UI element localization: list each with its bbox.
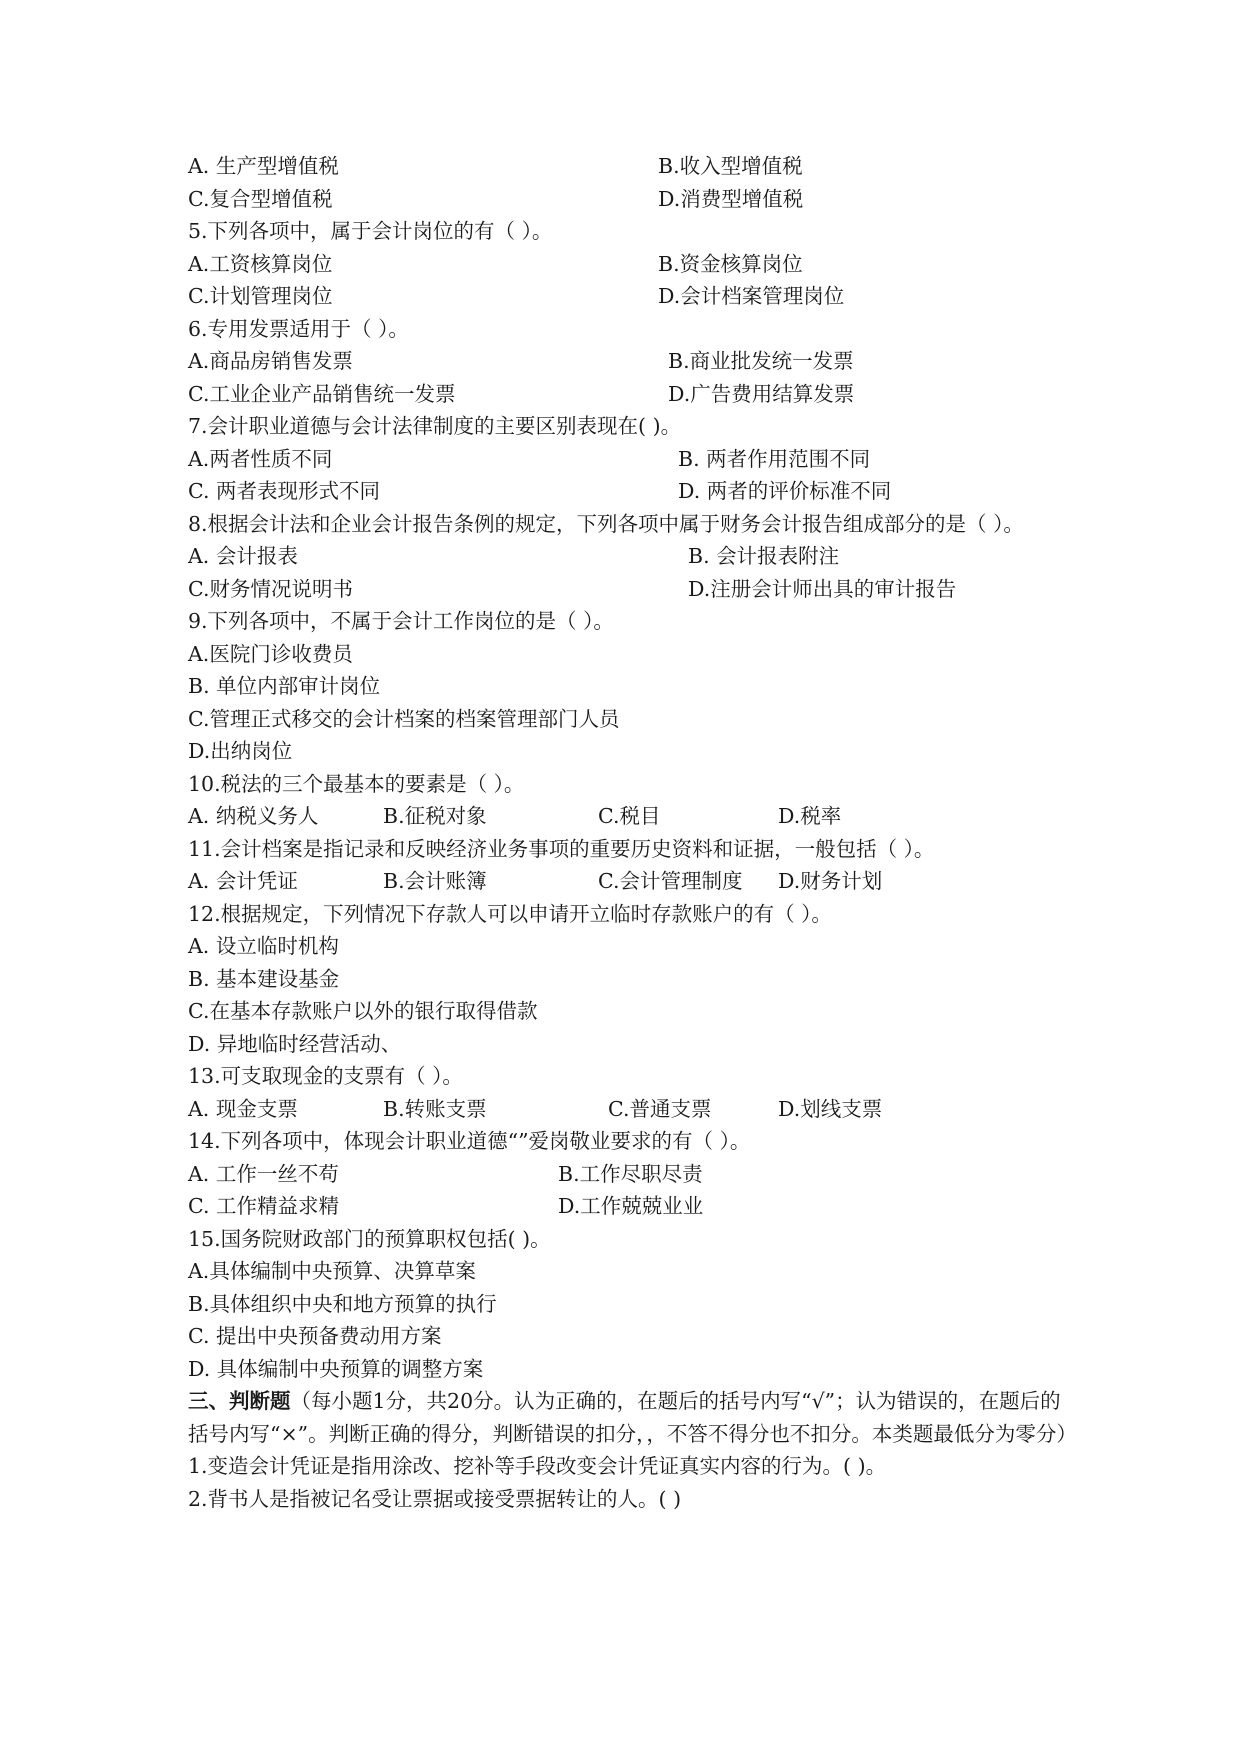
question-text: 12.根据规定，下列情况下存款人可以申请开立临时存款账户的有（ ）。 [188, 901, 832, 926]
options-row [188, 1093, 1068, 1126]
option-text: B.征税对象 [383, 804, 487, 828]
option-text: A. 会计报表 [188, 544, 298, 568]
option-text: A.两者性质不同 [188, 446, 333, 471]
option-text: B. 两者作用范围不同 [678, 446, 871, 471]
options-row [188, 183, 1068, 216]
option-text: A. 工作一丝不苟 [188, 1161, 339, 1186]
option-text: D.注册会计师出具的审计报告 [688, 576, 957, 601]
question-text: C. 提出中央预备费动用方案 [188, 1324, 442, 1348]
question-text: 2.背书人是指被记名受让票据或接受票据转让的人。( ) [188, 1486, 682, 1511]
option-text: B.转账支票 [383, 1096, 487, 1121]
question-text: B.具体组织中央和地方预算的执行 [188, 1291, 497, 1316]
option-text: D.工作兢兢业业 [558, 1194, 704, 1218]
option-text: B.收入型增值税 [658, 154, 803, 178]
options-row [188, 345, 1068, 378]
option-text: A.工资核算岗位 [188, 251, 333, 276]
question-text: D. 具体编制中央预算的调整方案 [188, 1356, 484, 1381]
options-row [188, 443, 1068, 476]
option-text: D. 两者的评价标准不同 [678, 479, 892, 503]
section-title: 三、判断题 [188, 1389, 291, 1413]
question-text: A.具体编制中央预算、决算草案 [188, 1259, 476, 1283]
question-text: D. 异地临时经营活动、 [188, 1031, 402, 1056]
option-text: C.税目 [598, 804, 661, 828]
question-text: 9.下列各项中，不属于会计工作岗位的是（ ）。 [188, 609, 614, 633]
question-text: 10.税法的三个最基本的要素是（ ）。 [188, 771, 525, 796]
question-text: 5.下列各项中，属于会计岗位的有（ ）。 [188, 219, 553, 243]
options-row [188, 1190, 1068, 1223]
option-text: A. 会计凭证 [188, 869, 298, 893]
option-text: C.工业企业产品销售统一发票 [188, 381, 456, 406]
question-text: A.医院门诊收费员 [188, 641, 353, 666]
question-text: B. 单位内部审计岗位 [188, 674, 381, 698]
question-text: C.管理正式移交的会计档案的档案管理部门人员 [188, 706, 620, 731]
option-text: C. 两者表现形式不同 [188, 479, 380, 503]
question-text: 7.会计职业道德与会计法律制度的主要区别表现在( )。 [188, 414, 682, 438]
options-row [188, 540, 1068, 573]
question-text: 8.根据会计法和企业会计报告条例的规定，下列各项中属于财务会计报告组成部分的是（ ）。 [188, 511, 1024, 536]
option-text: C.会计管理制度 [598, 869, 743, 893]
options-row [188, 248, 1068, 281]
option-text: B.商业批发统一发票 [668, 349, 854, 373]
question-text: D.出纳岗位 [188, 739, 293, 763]
option-text: B.资金核算岗位 [658, 251, 803, 276]
question-text: A. 设立临时机构 [188, 934, 339, 958]
question-text: 15.国务院财政部门的预算职权包括( )。 [188, 1226, 551, 1251]
section-instructions: （每小题1分，共20分。认为正确的，在题后的括号内写“√”；认为错误的，在题后的括号内写“×”。判断正确的得分，判断错误的扣分，，不答不得分也不扣分。本类题最低分为零分） [188, 1389, 1077, 1446]
question-text: 11.会计档案是指记录和反映经济业务事项的重要历史资料和证据，一般包括（ ）。 [188, 836, 935, 861]
option-text: D.税率 [778, 804, 842, 828]
question-text: C.在基本存款账户以外的银行取得借款 [188, 999, 538, 1023]
option-text: C.复合型增值税 [188, 186, 333, 211]
options-row [188, 150, 1068, 183]
options-row [188, 280, 1068, 313]
option-text: C. 工作精益求精 [188, 1194, 339, 1218]
options-row [188, 865, 1068, 898]
option-text: A. 现金支票 [188, 1096, 298, 1121]
document-page [188, 150, 1077, 1515]
question-text: 6.专用发票适用于（ ）。 [188, 316, 409, 341]
options-row [188, 1158, 1068, 1191]
option-text: C.计划管理岗位 [188, 284, 333, 308]
question-text: B. 基本建设基金 [188, 966, 340, 991]
options-row [188, 800, 1068, 833]
options-row [188, 573, 1068, 606]
option-text: A.商品房销售发票 [188, 349, 353, 373]
section-heading [188, 1385, 1077, 1450]
option-text: A. 生产型增值税 [188, 154, 339, 178]
option-text: C.普通支票 [608, 1096, 712, 1121]
option-text: D.会计档案管理岗位 [658, 284, 845, 308]
option-text: B. 会计报表附注 [688, 544, 840, 568]
option-text: A. 纳税义务人 [188, 804, 319, 828]
options-row [188, 378, 1068, 411]
option-text: D.广告费用结算发票 [668, 381, 855, 406]
question-text: 13.可支取现金的支票有（ ）。 [188, 1064, 463, 1088]
option-text: D.划线支票 [778, 1096, 883, 1121]
options-row [188, 475, 1068, 508]
question-text: 1.变造会计凭证是指用涂改、挖补等手段改变会计凭证真实内容的行为。( )。 [188, 1454, 887, 1478]
option-text: C.财务情况说明书 [188, 576, 353, 601]
option-text: D.财务计划 [778, 869, 883, 893]
option-text: B.工作尽职尽责 [558, 1161, 703, 1186]
question-text: 14.下列各项中，体现会计职业道德“”爱岗敬业要求的有（ ）。 [188, 1129, 751, 1153]
option-text: D.消费型增值税 [658, 186, 804, 211]
option-text: B.会计账簿 [383, 869, 487, 893]
